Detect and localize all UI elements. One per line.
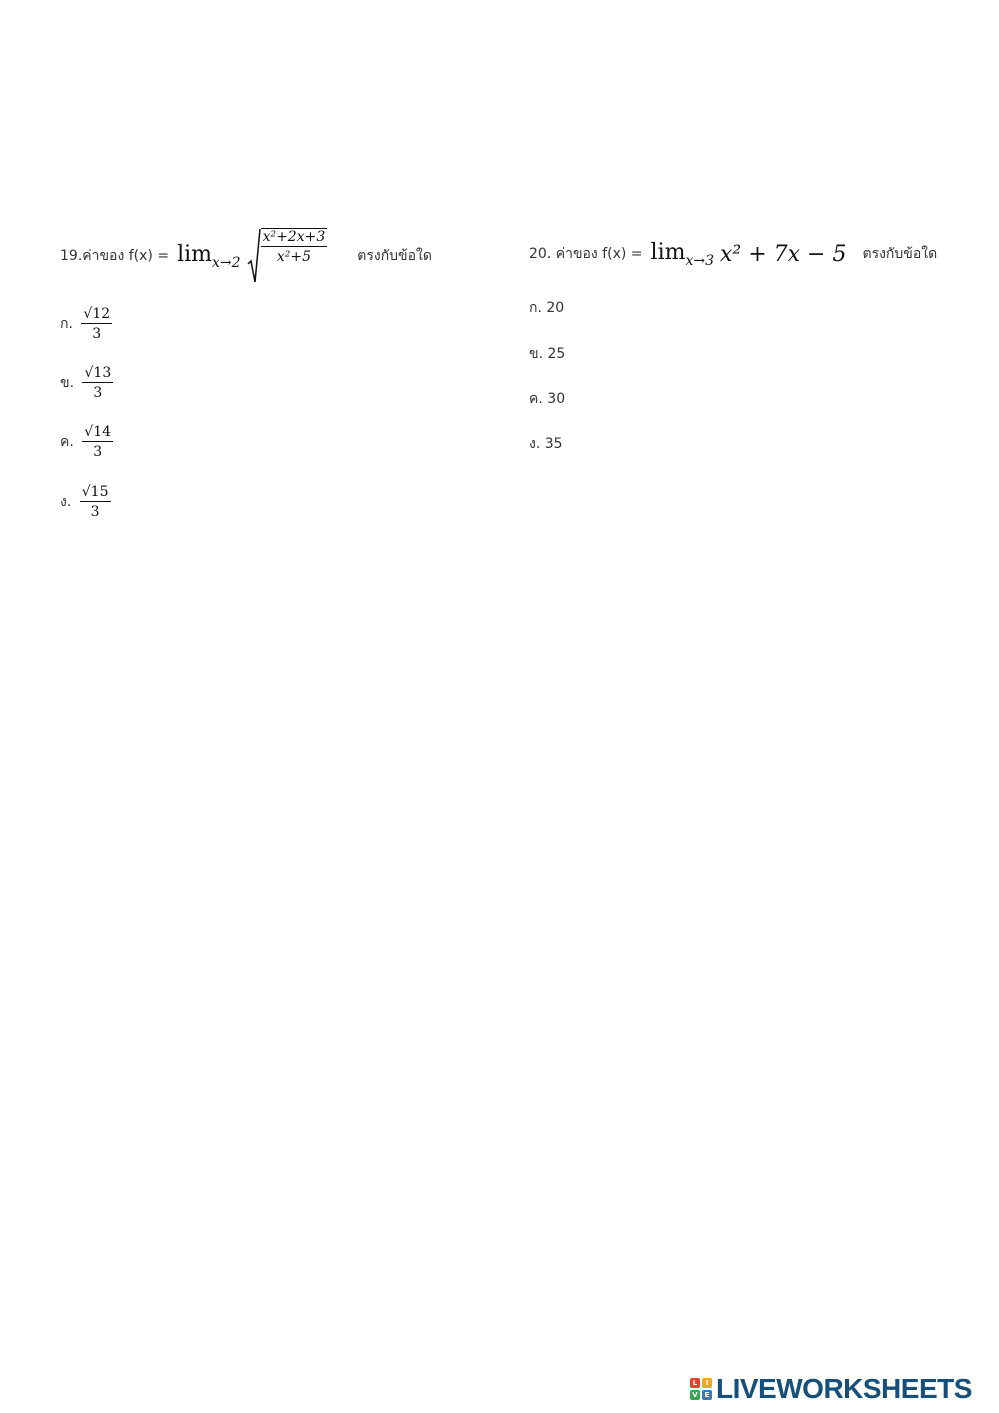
q19-option-c[interactable]: ค. $\frac{√14}{3}$ (60, 424, 112, 460)
q19-denominator: x²+5 (276, 249, 311, 265)
liveworksheets-logo-icon: L I V E (690, 1378, 712, 1400)
q20-option-a[interactable]: ก. 20 (529, 300, 565, 316)
q19-lim: $\lim_{x\to 2}$ (177, 241, 241, 271)
q19-option-b[interactable]: ข. $\frac{√13}{3}$ (60, 365, 112, 401)
q20-suffix: ตรงกับข้อใด (862, 246, 938, 262)
q19-prefix: 19.ค่าของ f(x) = (60, 248, 170, 264)
q20-option-d[interactable]: ง. 35 (529, 436, 563, 452)
question-20 (529, 238, 937, 270)
q19-option-d[interactable]: ง. $\frac{√15}{3}$ (60, 484, 109, 520)
radical-sign-icon (247, 228, 261, 284)
q20-prefix: 20. ค่าของ f(x) = (529, 246, 643, 262)
q20-option-b[interactable]: ข. 25 (529, 346, 566, 362)
q20-option-c[interactable]: ค. 30 (529, 391, 566, 407)
q19-numerator: x²+2x+3 (262, 229, 326, 245)
q19-sqrt (247, 228, 328, 284)
question-19 (60, 228, 432, 284)
q20-expression: x² + 7x − 5 (720, 241, 847, 267)
liveworksheets-watermark (690, 1373, 972, 1405)
q19-option-a[interactable]: ก. $\frac{√12}{3}$ (60, 306, 111, 342)
watermark-text: LIVEWORKSHEETS (716, 1373, 972, 1404)
q19-suffix: ตรงกับข้อใด (357, 248, 432, 264)
q20-lim: $\lim_{x\to 3}$ (650, 239, 715, 269)
